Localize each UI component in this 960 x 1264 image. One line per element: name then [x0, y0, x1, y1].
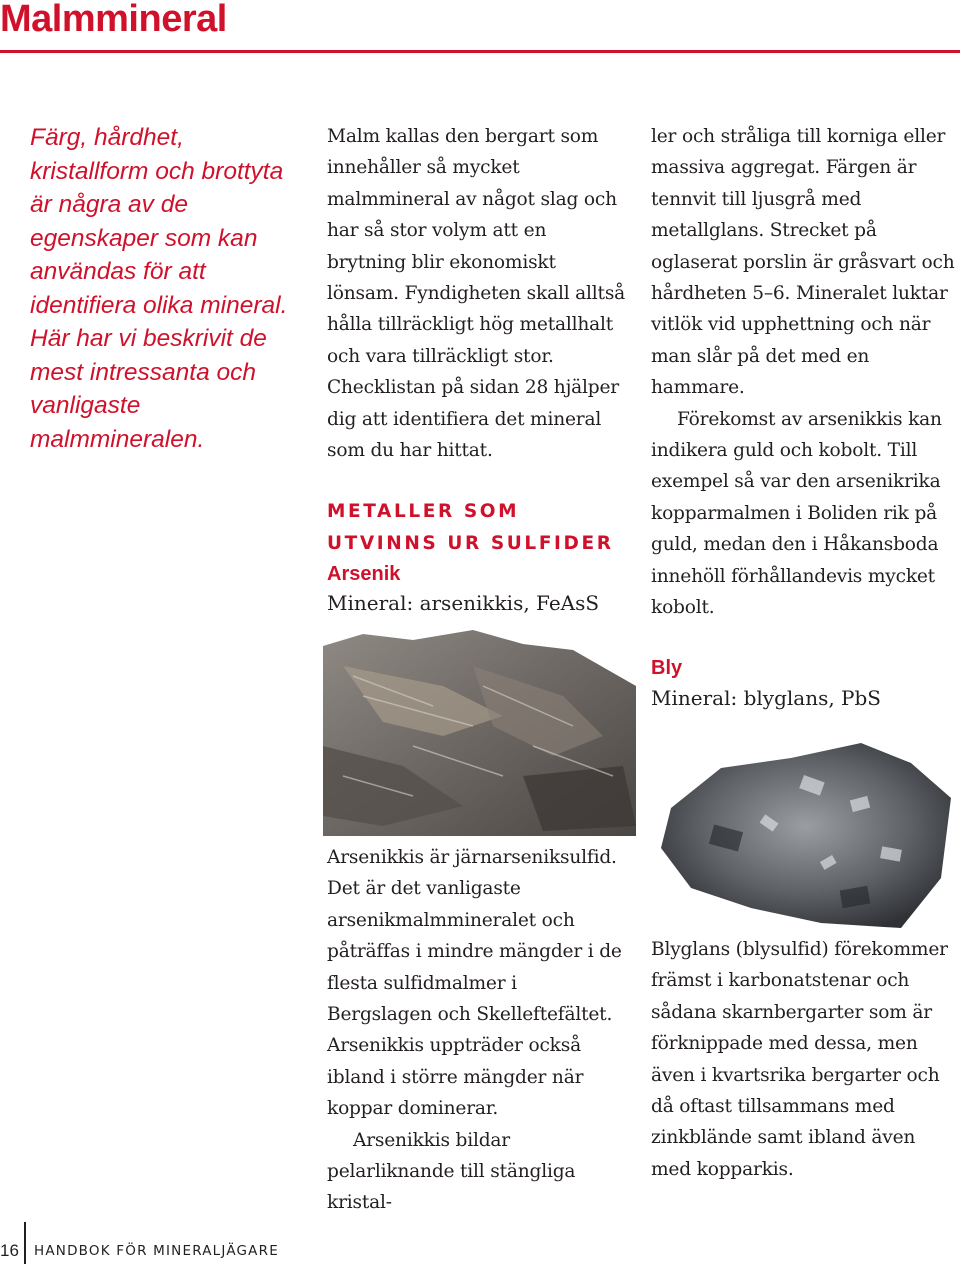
galena-image — [651, 738, 956, 933]
book-title: HANDBOK FÖR MINERALJÄGARE — [34, 1243, 279, 1259]
arsenopyrite-photo — [323, 626, 636, 836]
col2-body: Malm kallas den bergart som innehåller så mycket malmmineral av något slag och har så stor volym att en brytning blir ekonomiskt lönsam. Fyndigheten skall alltså hålla tillräckligt hög metallhalt och vara tillräckligt stor. Checklistan på sidan 28 hjälper dig att identifiera det mineral som du har hittat. — [327, 126, 626, 462]
col2-description-block — [327, 842, 627, 1219]
section-heading: METALLER SOM UTVINNS UR SULFIDER — [327, 501, 614, 554]
intro-text: Färg, hårdhet, kristallform och brottyta är några av de egenskaper som kan användas för att identifiera olika mineral. Här har vi beskrivit de mest intressanta och vanligaste malmmineralen. — [30, 124, 288, 453]
col3-paragraph-1: ler och stråliga till korniga eller massiva aggregat. Färgen är tennvit till ljusgrå med metallglans. Strecket på oglaserat porslin är gråsvart och hårdheten 5–6. Mineralet luktar vitlök vid upphettning och när man slår på det med en hammare. — [651, 126, 955, 399]
bly-mineral: Mineral: blyglans, PbS — [651, 686, 882, 710]
arsenik-description-2: Arsenikkis bildar pelarliknande till stängliga kristal- — [327, 1129, 576, 1214]
galena-photo — [651, 738, 956, 933]
footer-divider — [24, 1222, 26, 1264]
arsenik-mineral: Mineral: arsenikkis, FeAsS — [327, 591, 600, 615]
arsenik-description-1: Arsenikkis är järnarseniksulfid. Det är det vanligaste arsenikmalmmineralet och påträffas i mindre mängder i de flesta sulfidmalmer i Bergslagen och Skelleftefältet. Arsenikkis uppträder också ibland i större mängder när koppar dominerar. — [327, 847, 622, 1120]
bly-description: Blyglans (blysulfid) förekommer främst i karbonatstenar och sådana skarnbergarter som är förknippade med dessa, men även i kvartsrika bergarter och då oftast tillsammans med zinkblände samt ibland även med kopparkis. — [651, 939, 948, 1180]
page-title: Malmmineral — [0, 0, 227, 40]
title-rule — [0, 50, 960, 53]
col3-paragraph-2: Förekomst av arsenikkis kan indikera guld och kobolt. Till exempel så var den arsenikrika kopparmalmen i Boliden rik på guld, medan den i Håkansboda innehöll förhållandevis mycket kobolt. — [651, 408, 942, 619]
col2-intro-block — [327, 121, 627, 466]
arsenopyrite-image — [323, 626, 636, 836]
col3-description-block — [651, 934, 956, 1185]
page-number: 16 — [0, 1241, 19, 1260]
bly-subheading: Bly — [651, 657, 683, 679]
col3-text-block — [651, 121, 956, 624]
arsenik-subheading: Arsenik — [327, 563, 401, 585]
